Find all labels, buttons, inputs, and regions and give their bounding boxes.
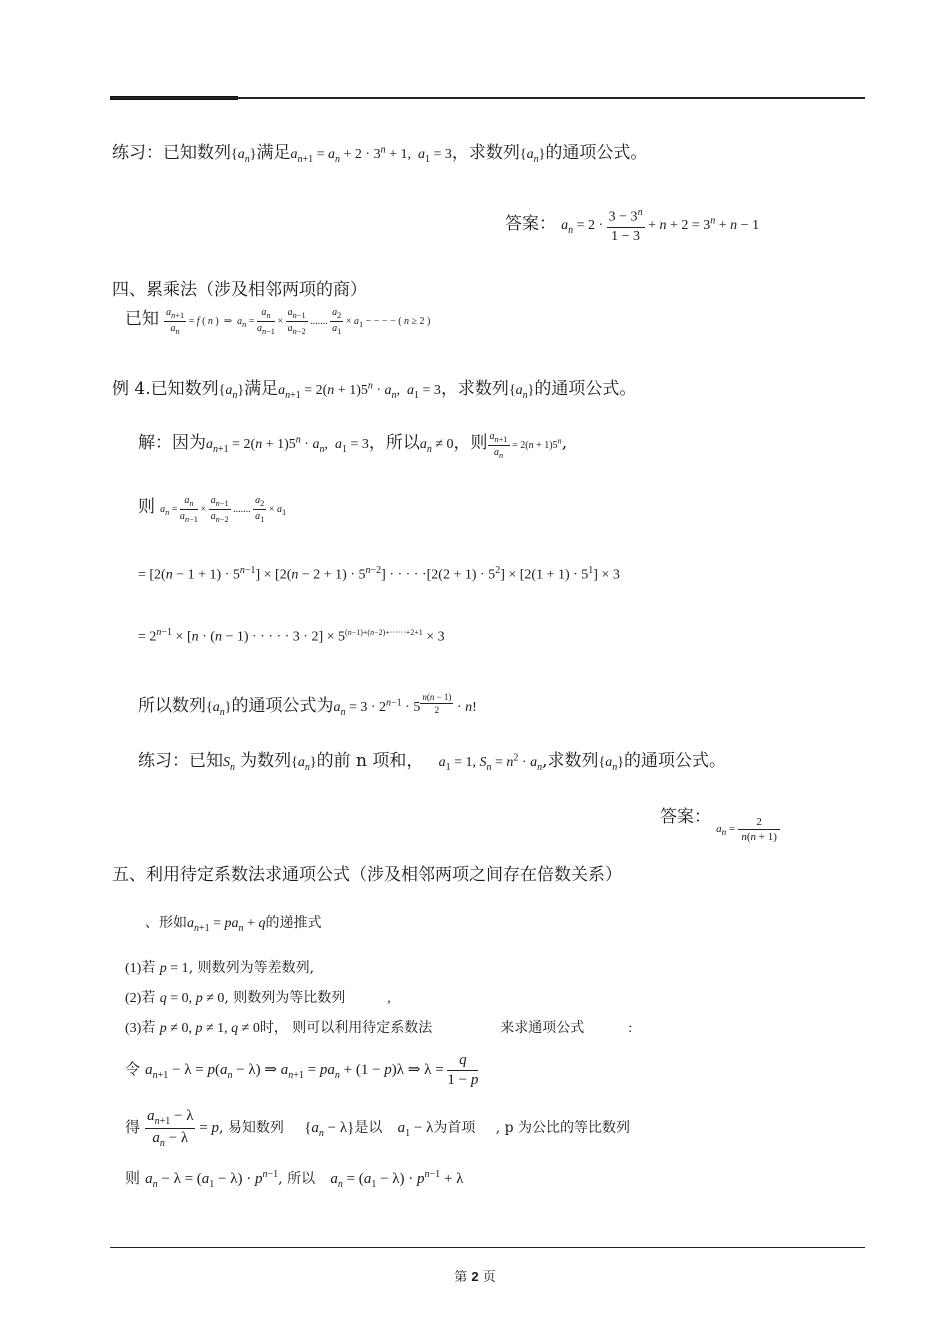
example-4-label: 例 4.已知数列 — [112, 379, 219, 399]
solution-so: ，所以 — [368, 433, 420, 453]
math-product-expansion: $a_n$ = $\frac{a_n}{a_{n-1}}$ × $\frac{a_{n-1}}{a_{n-2}}$ ....... $\frac{a_2}{a_1}$ × $a_1$ — [160, 495, 287, 525]
math-sn: $S_n$ — [223, 755, 235, 773]
example-4-cond: 满足 — [244, 379, 279, 399]
practice-2-ask: ,求数列 — [542, 751, 599, 771]
practice-2-tail: 的通项公式。 — [623, 751, 726, 771]
math-solution-1: $a_{n+1} = 2(n + 1)5^n \cdot a_n$, $a_1 = 3$ — [206, 434, 369, 455]
conclusion-tail: 的通项公式为 — [231, 696, 334, 716]
solution-conclusion — [138, 691, 477, 718]
math-nonzero: $a_n \ne 0$ — [419, 437, 454, 455]
footer-rule — [110, 1247, 865, 1248]
let-label: 令 — [125, 1059, 141, 1078]
page-number: 2 — [471, 1269, 479, 1284]
form-prefix: 、形如 — [145, 915, 187, 931]
math-ratio: $\frac{a_{n+1}}{a_n}$ = $2(n + 1)5^n$ — [489, 431, 562, 461]
conclusion-label: 所以数列 — [138, 696, 206, 716]
math-answer-2: an = 2 n(n + 1) — [716, 815, 779, 843]
math-seq-an-3: $\{a_n\}$ — [218, 383, 245, 401]
example-4-ask: ，求数列 — [440, 379, 509, 399]
math-seq-an: $\{a_n\}$ — [231, 147, 257, 165]
solution-line-2 — [138, 492, 286, 524]
math-let: $a_{n+1} - \lambda = p(a_n - \lambda)$ ⇒ $a_{n+1} = pa_n + (1 - p)\lambda$ ⇒ λ = $\frac{q}{1 - p}$ — [145, 1052, 479, 1088]
practice-1-line — [112, 138, 647, 165]
page-footer — [0, 1266, 950, 1285]
practice-2-answer — [660, 802, 780, 843]
case-2-tail: , 则数列为等比数列 — [224, 990, 346, 1006]
math-case-1: p — [159, 961, 167, 976]
case-3-tail: 时， 则可以利用待定系数法 — [259, 1020, 433, 1036]
footer-prefix: 第 — [454, 1270, 468, 1285]
math-answer-1: $a_n = 2$ · $\frac{3 - 3^n}{1 - 3}$ + $n + 2 = 3^n + n - 1$ — [561, 207, 760, 244]
practice-1-ask: ，求数列 — [451, 143, 520, 163]
math-shifted-seq: $\{a_n - \lambda\}$ — [304, 1119, 355, 1139]
case-2-label: (2)若 — [125, 991, 156, 1006]
answer-label: 答案： — [505, 214, 556, 235]
case-1: (1)若 p = 1, 则数列为等差数列, — [125, 960, 315, 976]
example-4-line — [112, 374, 636, 401]
math-recurrence-2: $a_{n+1} = 2(n + 1)5^n \cdot a_n$, $a_1 = 3$ — [278, 380, 441, 401]
math-final-formula: $a_n = 3 \cdot 2^{n-1} \cdot 5$ $^{\frac{n(n - 1)}{2}}$ · n! — [333, 691, 477, 718]
get-label: 得 — [125, 1117, 141, 1136]
case-3-label: (3)若 — [125, 1021, 156, 1036]
case-2: (2)若 q = 0, p ≠ 0, 则数列为等比数列 , — [125, 990, 391, 1006]
solution-line-1: 解：因为$a_{n+1} = 2(n + 1)5^n \cdot a_n$, $a_1 = 3$，所以$a_n \ne 0$，则 $\frac{a_{n+1}}{a_n}$ = $2(n + 1)5^n$, — [138, 431, 568, 461]
first-label: 为首项 — [433, 1119, 476, 1136]
math-expansion-line-4: = $2^{n-1} \times [n \cdot (n - 1)$ · · · · · $3 \cdot 2] \times 5^{(n-1)+(n-2)+\cdot\cdot\cdot\cdot\cdot\cdot+2+1} \times 3$ — [138, 627, 445, 645]
practice-1-answer — [505, 207, 759, 245]
case-1-label: (1)若 — [125, 961, 156, 976]
practice-2-front: 的前 n 项和， — [316, 751, 424, 771]
footer-suffix: 页 — [482, 1270, 496, 1285]
math-seq-an-4: $\{a_n\}$ — [508, 383, 535, 401]
then-label: 则 — [125, 1169, 141, 1187]
easy-label: , 易知数列 — [218, 1119, 284, 1136]
practice-2-line — [138, 746, 726, 773]
math-cumulative-product: $\frac{a_{n+1}}{a_n}$ = f ( n ) ⇒ $a_n$ = $\frac{a_n}{a_{n-1}}$ × $\frac{a_{n-1}}{a_{n-2}}$ ....... $\frac{a_2}{a_1}$ × $a_1$ − − − − ( n ≥ 2 ) — [166, 307, 431, 337]
math-seq-an-2: $\{a_n\}$ — [519, 147, 546, 165]
math-recurrence-1: $a_{n+1} = a_n + 2 \cdot 3^n + 1$, $a_1 = 3$ — [290, 144, 452, 165]
math-seq-an-7: $\{a_n\}$ — [598, 755, 624, 773]
section-4-title: 四、累乘法（涉及相邻两项的商） — [112, 280, 367, 300]
practice-2-mid: 为数列 — [240, 751, 292, 771]
known-label: 已知 — [125, 309, 159, 329]
math-form: $a_{n+1} = pa_n + q$ — [187, 916, 266, 934]
practice-1-label: 练习：已知数列 — [112, 143, 231, 163]
section-5-form — [145, 912, 321, 934]
ratio-label: , p 为公比的等比数列 — [495, 1119, 630, 1136]
is-with-label: 是以 — [354, 1119, 383, 1136]
get-line — [125, 1108, 630, 1149]
math-practice-2-cond: $a_1 = 1$, $S_n = n^2 \cdot a_n$ — [438, 752, 543, 773]
math-seq-an-5: $\{a_n\}$ — [206, 700, 232, 718]
answer-label-2: 答案： — [660, 807, 711, 827]
form-suffix: 的递推式 — [265, 915, 322, 931]
case-3: (3)若 p ≠ 0, p ≠ 1, q ≠ 0时， 则可以利用待定系数法 来求通项公式 : — [125, 1020, 633, 1036]
practice-1-tail: 的通项公式。 — [545, 143, 648, 163]
math-general-term: $a_n = (a_1 - \lambda) \cdot p^{n-1} + \lambda$ — [330, 1169, 464, 1190]
math-expansion-line-3: = $[2(n - 1 + 1) \cdot 5^{n-1}] \times [2(n - 2 + 1) \cdot 5^{n-2}]$ · · · · $\cdot[2(2 + 1) \cdot 5^2] \times [2(1 + 1) \cdot 5^1] \times 3$ — [138, 565, 620, 583]
practice-2-label: 练习：已知 — [138, 751, 223, 771]
section-4-known — [125, 304, 430, 336]
math-then: $a_n - \lambda = (a_1 - \lambda) \cdot p^{n-1}$ — [145, 1169, 279, 1190]
math-seq-an-6: $\{a_n\}$ — [291, 755, 317, 773]
section-5-title: 五、利用待定系数法求通项公式（涉及相邻两项之间存在倍数关系） — [112, 865, 622, 885]
math-case-3: p ≠ 0, p ≠ 1, q ≠ 0 — [159, 1021, 260, 1036]
solution-then-2: 则 — [138, 497, 155, 517]
case-1-tail: , 则数列为等差数列, — [188, 960, 315, 976]
let-line — [125, 1052, 478, 1089]
math-first-term: $a_1 - \lambda$ — [397, 1119, 434, 1139]
so-label: , 所以 — [278, 1171, 316, 1187]
solution-label: 解：因为 — [138, 433, 206, 453]
example-4-tail: 的通项公式。 — [534, 379, 637, 399]
case-3-tail-2: 来求通项公式 — [500, 1020, 585, 1036]
then-line — [125, 1167, 463, 1190]
practice-1-cond: 满足 — [256, 143, 291, 163]
header-rule — [110, 97, 865, 99]
math-get: $\frac{a_{n+1} - \lambda}{a_n - \lambda}$ = p — [147, 1108, 219, 1149]
math-case-2: q = 0, p ≠ 0 — [159, 991, 225, 1006]
solution-then: ，则 — [453, 433, 488, 453]
